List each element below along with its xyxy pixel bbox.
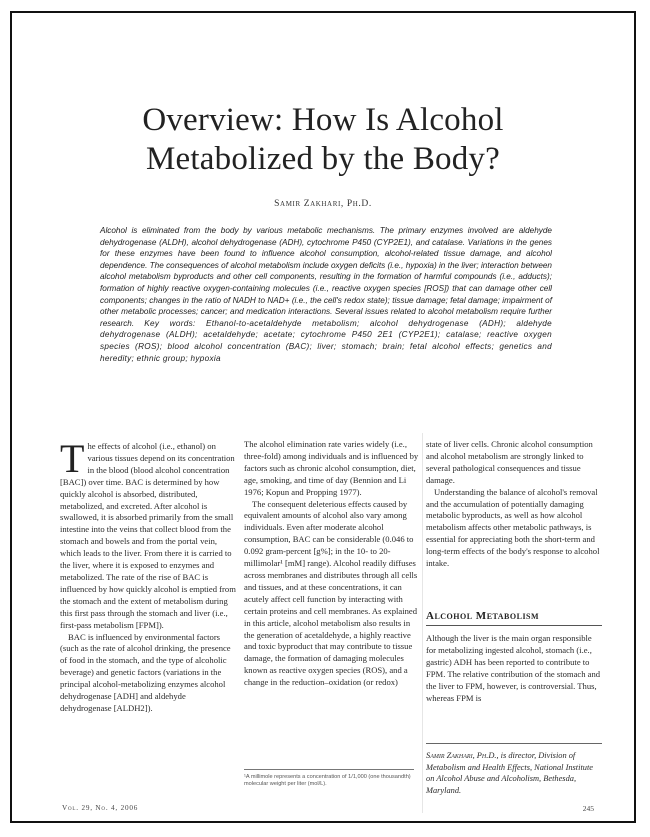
paragraph: state of liver cells. Chronic alcohol consumption and alcohol metabolism are strongly linked to several pathological consequences and tissue damage. — [426, 439, 593, 485]
journal-page — [10, 11, 636, 823]
abstract — [100, 225, 552, 364]
body-column-3 — [426, 439, 602, 570]
body-column-2 — [244, 439, 420, 689]
bio-name: Samir Zakhari, Ph.D., — [426, 751, 499, 760]
section-heading: Alcohol Metabolism — [426, 610, 602, 626]
paragraph: The effects of alcohol (i.e., ethanol) on various tissues depend on its concentration in the blood (blood alcohol concentration [BAC]) over time. BAC is determined by how quickly alcohol is absorbed, distributed, metabolized, and excreted. After alcohol is swallowed, it is absorbed primarily from the small intestine into the veins that collect blood from the stomach and bowels and from the portal vein, which leads to the liver. From there it is carried to the liver, where it is exposed to enzymes and metabolized. The rate of the rise of BAC is influenced by how quickly alcohol is emptied from the stomach and the extent of metabolism during this first pass through the stomach and liver (i.e., first-pass metabolism [FPM]). — [60, 436, 236, 630]
column-divider — [422, 433, 423, 813]
footnote: ¹A millimole represents a concentration of 1/1,000 (one thousandth) molecular weight per liter (mol/L). — [244, 769, 414, 788]
paragraph: The alcohol elimination rate varies widely (i.e., three-fold) among individuals and is influenced by factors such as chronic alcohol consumption, diet, age, smoking, and time of day (Bennion and Li 1976; Kopun and Propping 1977). — [244, 439, 419, 497]
drop-cap: T — [60, 436, 85, 481]
paragraph: Understanding the balance of alcohol's removal and the accumulation of potentially damaging metabolic byproducts, as well as how alcohol metabolism affects other metabolic pathways, is essential for appreciating both the short-term and long-term effects of the body's response to alcohol intake. — [426, 486, 600, 569]
title-line-1: Overview: How Is Alcohol — [142, 102, 504, 138]
body-column-3-continued — [426, 633, 602, 704]
paragraph: The consequent deleterious effects caused by equivalent amounts of alcohol also vary among individuals. Even after moderate alcohol consumption, BAC can be considerable (0.046 to 0.092 gram-percent [g%]; in the 10- to 20-millimolar¹ [mM] range). Alcohol readily diffuses across membranes and distributes through all cells and tissues, and at these concentrations, it can acutely affect cell function by interacting with certain proteins and cell membranes. As explained in this article, alcohol metabolism also results in the generation of acetaldehyde, a highly reactive and toxic byproduct that may contribute to tissue damage, the formation of damaging molecules known as reactive oxygen species (ROS), and a change in the reduction–oxidation (or redox) — [244, 498, 418, 688]
paragraph: BAC is influenced by environmental factors (such as the rate of alcohol drinking, the presence of food in the stomach, and the type of alcoholic beverage) and genetic factors (variations in the principal alcohol-metabolizing enzymes alcohol dehydrogenase [ADH] and aldehyde dehydrogenase [ALDH2]). — [60, 631, 231, 713]
author-byline: Samir Zakhari, Ph.D. — [274, 199, 372, 209]
author-bio — [426, 743, 602, 796]
bio-affiliation: is director, Division of Metabolism and Health Effects, National Institute on Alcohol Abuse and Alcoholism, Bethesda, Maryland. — [426, 751, 594, 795]
page-number: 245 — [582, 804, 594, 813]
body-column-1 — [60, 436, 236, 715]
paragraph: Although the liver is the main organ responsible for metabolizing ingested alcohol, stomach (i.e., gastric) ADH has been reported to contribute to FPM. The relative contribution of the stomach and the liver to FPM, however, is controversial. Thus, whereas FPM is — [426, 633, 601, 703]
keywords: Key words: Ethanol-to-acetaldehyde metabolism; alcohol dehydrogenase (ADH); aldehyde dehydrogenase (ALDH); acetaldehyde; acetate; cytochrome P450 2E1 (CYP2E1); catalase; reactive oxygen species (ROS); blood alcohol concentration (BAC); liver; stomach; brain; fetal alcohol effects; genetics and heredity; ethnic group; hypoxia — [100, 318, 553, 363]
article-title — [12, 101, 634, 179]
title-line-2: Metabolized by the Body? — [146, 141, 500, 177]
volume-info: Vol. 29, No. 4, 2006 — [62, 804, 139, 812]
abstract-text: Alcohol is eliminated from the body by various metabolic mechanisms. The primary enzymes involved are aldehyde dehydrogenase (ALDH), alcohol dehydrogenase (ADH), cytochrome P450 (CYP2E1), and catalase. Variations in the genes for these enzymes have been found to influence alcohol consumption, alcohol-related tissue damage, and alcohol dependence. The consequences of alcohol metabolism include oxygen deficits (i.e., hypoxia) in the liver; interaction between alcohol metabolism byproducts and other cell components, resulting in the formation of harmful compounds (i.e., adducts); formation of highly reactive oxygen-containing molecules (i.e., reactive oxygen species [ROS]) that can damage other cell components; changes in the ratio of NADH to NAD+ (i.e., the cell's redox state); tissue damage; fetal damage; impairment of other metabolic processes; cancer; and medication interactions. Several issues related to alcohol metabolism require further research. — [100, 226, 552, 328]
